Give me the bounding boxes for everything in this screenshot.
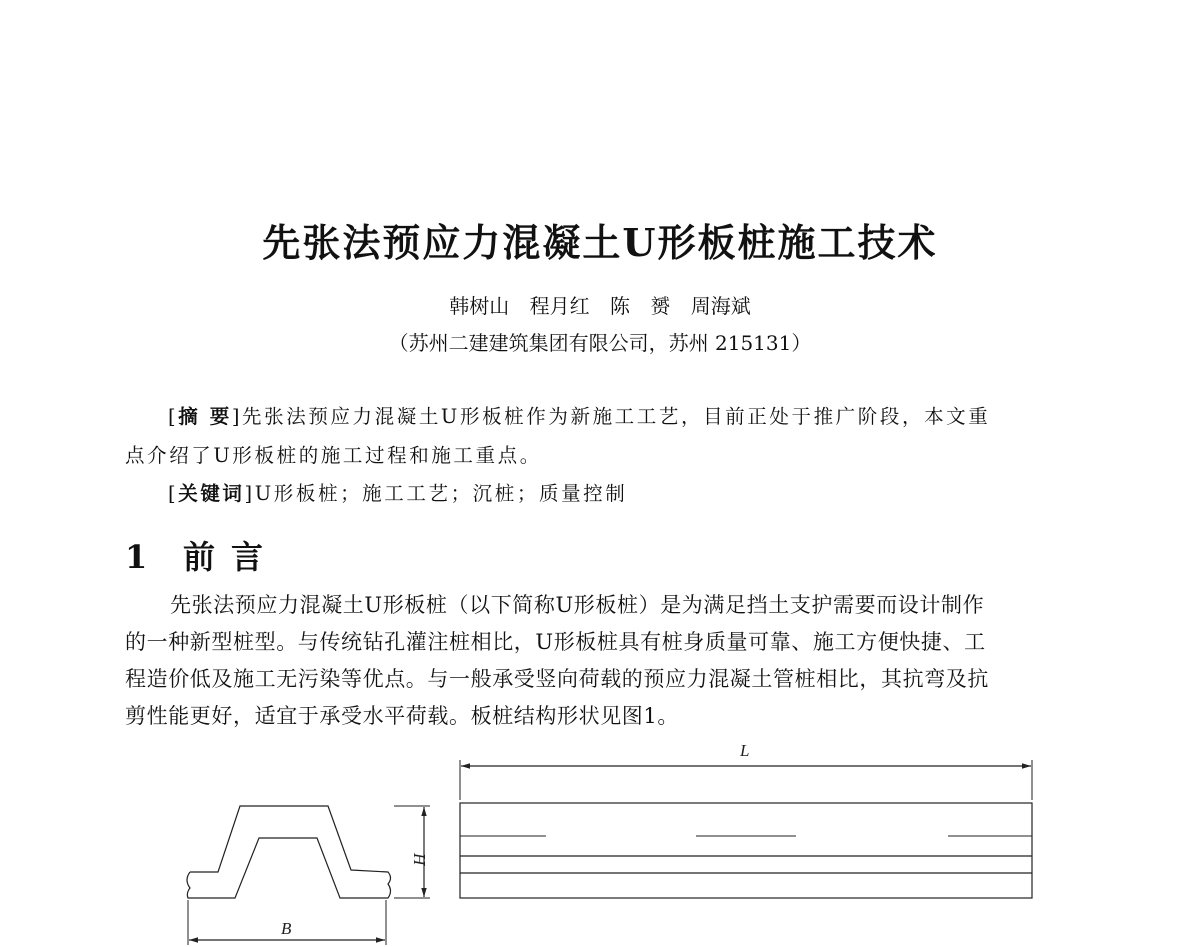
paper-title: 先张法预应力混凝土U形板桩施工技术	[262, 220, 938, 265]
authors: 韩树山 程月红 陈 赟 周海斌	[449, 294, 751, 318]
affiliation: （苏州二建建筑集团有限公司，苏州 215131）	[388, 331, 812, 355]
label-L: L	[740, 741, 750, 760]
abstract-line-2: 点介绍了U形板桩的施工过程和施工重点。	[125, 444, 542, 467]
cross-section-outline	[187, 806, 391, 898]
abstract-label: 摘 要	[178, 405, 232, 428]
label-B: B	[281, 919, 292, 938]
side-elevation-outline	[460, 803, 1032, 898]
body-line-3: 程造价低及施工无污染等优点。与一般承受竖向荷载的预应力混凝土管桩相比，其抗弯及抗	[125, 667, 989, 691]
section-title: 前言	[183, 538, 280, 576]
keywords-text: U形板桩；施工工艺；沉桩；质量控制	[254, 482, 628, 505]
body-line-1: 先张法预应力混凝土U形板桩（以下简称U形板桩）是为满足挡土支护需要而设计制作	[170, 593, 985, 617]
section-number: 1	[125, 538, 148, 576]
body-line-2: 的一种新型桩型。与传统钻孔灌注桩相比，U形板桩具有桩身质量可靠、施工方便快捷、工	[125, 630, 986, 654]
label-H: H	[410, 853, 429, 866]
keywords-label: 关键词	[178, 482, 245, 505]
body-line-4: 剪性能更好，适宜于承受水平荷载。板桩结构形状见图1。	[125, 704, 679, 728]
keywords: [关键词]U形板桩；施工工艺；沉桩；质量控制	[168, 482, 628, 505]
abstract-line-1: [摘 要]先张法预应力混凝土U形板桩作为新施工工艺，目前正处于推广阶段，本文重	[168, 405, 991, 428]
